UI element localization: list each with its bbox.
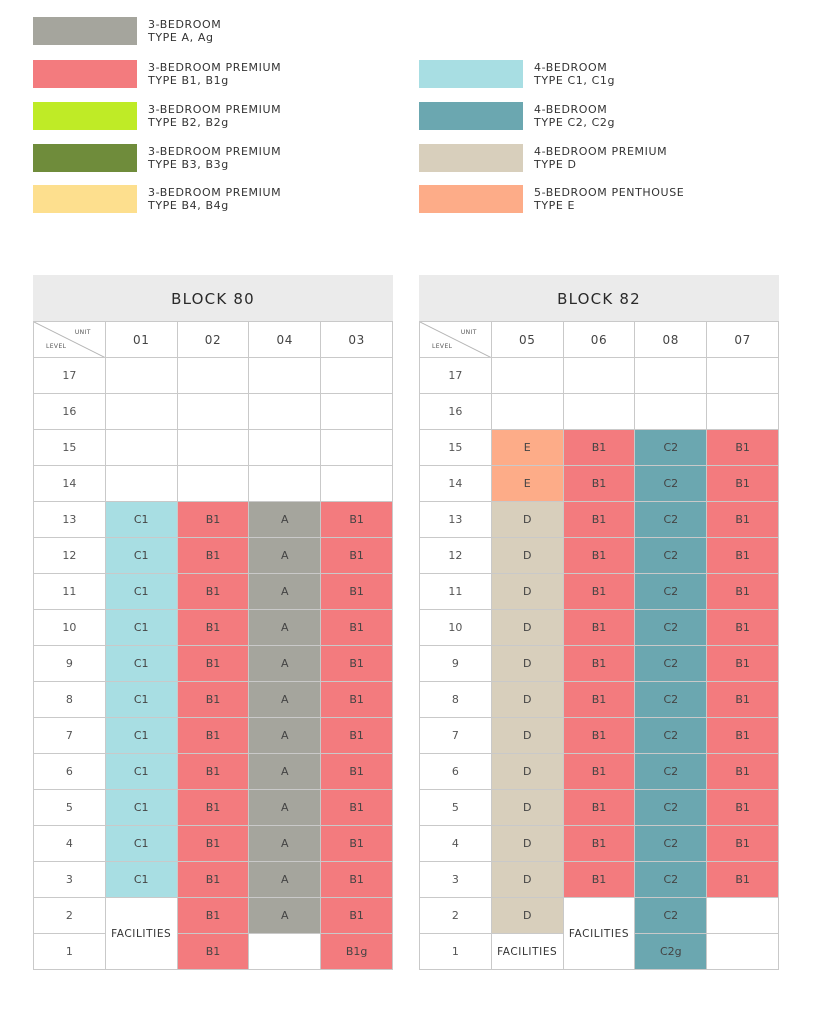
unit-type-cell: B1: [321, 754, 393, 790]
level-row: [420, 682, 779, 718]
facilities-cell: FACILITIES: [491, 934, 563, 970]
unit-type-cell: C2: [635, 790, 707, 826]
legend-label: [148, 145, 281, 171]
unit-type-cell: A: [249, 826, 321, 862]
unit-type-cell: B1: [177, 862, 249, 898]
unit-type-cell: B1: [177, 754, 249, 790]
level-row: [34, 502, 393, 538]
unit-column-header: 07: [707, 322, 779, 358]
unit-type-cell: B1: [707, 574, 779, 610]
unit-type-cell: B1: [707, 754, 779, 790]
unit-table: [33, 321, 393, 970]
unit-type-cell: C1: [105, 862, 177, 898]
empty-unit-cell: [635, 394, 707, 430]
unit-type-cell: E: [491, 466, 563, 502]
empty-unit-cell: [321, 358, 393, 394]
legend-swatch: [419, 144, 523, 172]
unit-type-cell: B1: [321, 502, 393, 538]
level-number: 16: [34, 394, 106, 430]
legend-subtitle: TYPE B4, B4g: [148, 199, 229, 212]
level-number: 10: [420, 610, 492, 646]
unit-type-cell: B1: [321, 682, 393, 718]
legend-title: 3-BEDROOM PREMIUM: [148, 103, 282, 116]
level-number: 6: [34, 754, 106, 790]
unit-type-cell: A: [249, 610, 321, 646]
level-number: 3: [420, 862, 492, 898]
unit-type-cell: B1: [563, 502, 635, 538]
unit-type-cell: C2g: [635, 934, 707, 970]
unit-type-cell: D: [491, 682, 563, 718]
unit-type-cell: C2: [635, 538, 707, 574]
unit-type-cell: A: [249, 754, 321, 790]
unit-type-cell: A: [249, 574, 321, 610]
level-row: [34, 934, 393, 970]
unit-type-cell: C2: [635, 754, 707, 790]
unit-type-cell: B1: [707, 862, 779, 898]
legend-title: 4-BEDROOM PREMIUM: [534, 145, 668, 158]
level-row: [34, 826, 393, 862]
unit-type-cell: B1: [321, 718, 393, 754]
legend-swatch: [33, 17, 137, 45]
facilities-cell: FACILITIES: [563, 898, 635, 970]
level-row: [420, 826, 779, 862]
level-row: [34, 862, 393, 898]
empty-unit-cell: [177, 466, 249, 502]
level-number: 2: [34, 898, 106, 934]
legend-title: 3-BEDROOM: [148, 18, 222, 31]
empty-unit-cell: [321, 394, 393, 430]
level-number: 4: [34, 826, 106, 862]
empty-unit-cell: [563, 394, 635, 430]
level-number: 3: [34, 862, 106, 898]
legend-swatch: [33, 144, 137, 172]
empty-unit-cell: [105, 466, 177, 502]
unit-type-cell: B1: [321, 826, 393, 862]
empty-unit-cell: [249, 394, 321, 430]
level-row: [34, 430, 393, 466]
empty-unit-cell: [563, 358, 635, 394]
level-number: 9: [420, 646, 492, 682]
facilities-cell: FACILITIES: [105, 898, 177, 970]
block-0-panel: [33, 275, 393, 970]
unit-type-cell: C2: [635, 610, 707, 646]
unit-column-header: 02: [177, 322, 249, 358]
level-row: [420, 646, 779, 682]
empty-unit-cell: [249, 934, 321, 970]
diagonal-divider: [420, 322, 491, 358]
unit-type-cell: B1g: [321, 934, 393, 970]
unit-type-cell: B1: [321, 610, 393, 646]
level-number: 11: [420, 574, 492, 610]
unit-type-cell: C2: [635, 862, 707, 898]
unit-column-header: 01: [105, 322, 177, 358]
unit-type-cell: B1: [707, 502, 779, 538]
empty-unit-cell: [249, 430, 321, 466]
level-number: 11: [34, 574, 106, 610]
corner-level-label: LEVEL: [46, 343, 67, 350]
empty-unit-cell: [249, 466, 321, 502]
level-number: 14: [34, 466, 106, 502]
level-number: 6: [420, 754, 492, 790]
unit-type-cell: C2: [635, 826, 707, 862]
unit-type-cell: B1: [177, 610, 249, 646]
unit-type-cell: A: [249, 538, 321, 574]
level-row: [420, 718, 779, 754]
unit-type-cell: D: [491, 898, 563, 934]
legend-title: 3-BEDROOM PREMIUM: [148, 186, 282, 199]
corner-level-label: LEVEL: [432, 343, 453, 350]
legend-subtitle: TYPE A, Ag: [148, 31, 214, 44]
unit-type-cell: B1: [707, 538, 779, 574]
level-row: [34, 646, 393, 682]
empty-unit-cell: [105, 430, 177, 466]
unit-type-cell: D: [491, 826, 563, 862]
level-number: 13: [34, 502, 106, 538]
unit-type-cell: C1: [105, 610, 177, 646]
unit-type-cell: C2: [635, 682, 707, 718]
legend-label: [534, 61, 615, 87]
unit-type-cell: B1: [563, 538, 635, 574]
corner-cell: [420, 322, 492, 358]
unit-type-cell: D: [491, 754, 563, 790]
level-row: [420, 610, 779, 646]
legend-swatch: [33, 185, 137, 213]
unit-type-cell: B1: [563, 574, 635, 610]
unit-type-cell: B1: [707, 430, 779, 466]
legend-title: 4-BEDROOM: [534, 61, 608, 74]
level-row: [420, 898, 779, 934]
unit-type-cell: C1: [105, 826, 177, 862]
empty-unit-cell: [707, 358, 779, 394]
unit-type-cell: B1: [177, 646, 249, 682]
level-number: 5: [420, 790, 492, 826]
level-row: [34, 718, 393, 754]
unit-type-cell: B1: [707, 790, 779, 826]
header-row: [420, 322, 779, 358]
legend-title: 3-BEDROOM PREMIUM: [148, 145, 282, 158]
unit-type-cell: B1: [177, 898, 249, 934]
level-row: [420, 394, 779, 430]
unit-type-cell: D: [491, 538, 563, 574]
unit-type-cell: C2: [635, 646, 707, 682]
unit-type-cell: D: [491, 502, 563, 538]
level-row: [34, 610, 393, 646]
unit-type-cell: B1: [321, 538, 393, 574]
unit-type-cell: C1: [105, 646, 177, 682]
unit-type-cell: D: [491, 790, 563, 826]
corner-unit-label: UNIT: [74, 329, 91, 336]
unit-type-cell: C2: [635, 502, 707, 538]
unit-type-cell: C2: [635, 574, 707, 610]
unit-type-cell: C1: [105, 502, 177, 538]
level-number: 17: [34, 358, 106, 394]
level-row: [34, 682, 393, 718]
legend-swatch: [33, 102, 137, 130]
level-number: 12: [420, 538, 492, 574]
empty-unit-cell: [177, 430, 249, 466]
diagonal-divider: [34, 322, 105, 358]
unit-type-cell: B1: [563, 754, 635, 790]
corner-unit-label: UNIT: [460, 329, 477, 336]
unit-type-cell: B1: [563, 466, 635, 502]
unit-type-cell: A: [249, 718, 321, 754]
empty-unit-cell: [491, 358, 563, 394]
level-row: [34, 394, 393, 430]
unit-type-cell: B1: [707, 826, 779, 862]
legend-subtitle: TYPE E: [534, 199, 576, 212]
unit-type-cell: C1: [105, 718, 177, 754]
legend-label: [534, 145, 667, 171]
unit-type-cell: B1: [177, 682, 249, 718]
level-number: 12: [34, 538, 106, 574]
unit-type-cell: B1: [563, 430, 635, 466]
unit-type-cell: C2: [635, 430, 707, 466]
unit-type-cell: D: [491, 862, 563, 898]
level-row: [34, 358, 393, 394]
unit-type-cell: C2: [635, 718, 707, 754]
legend-label: [148, 103, 281, 129]
unit-type-cell: B1: [707, 646, 779, 682]
level-number: 10: [34, 610, 106, 646]
level-number: 4: [420, 826, 492, 862]
unit-type-cell: A: [249, 646, 321, 682]
empty-unit-cell: [177, 394, 249, 430]
level-number: 15: [34, 430, 106, 466]
legend-title: 3-BEDROOM PREMIUM: [148, 61, 282, 74]
unit-column-header: 04: [249, 322, 321, 358]
level-row: [420, 790, 779, 826]
unit-type-cell: B1: [707, 682, 779, 718]
level-row: [34, 574, 393, 610]
level-number: 17: [420, 358, 492, 394]
level-row: [420, 358, 779, 394]
unit-type-cell: D: [491, 610, 563, 646]
unit-type-cell: A: [249, 898, 321, 934]
unit-type-cell: E: [491, 430, 563, 466]
legend-subtitle: TYPE B2, B2g: [148, 116, 229, 129]
unit-type-cell: B1: [177, 718, 249, 754]
level-number: 8: [420, 682, 492, 718]
legend-label: [534, 186, 684, 212]
legend-swatch: [419, 60, 523, 88]
unit-type-cell: B1: [563, 646, 635, 682]
unit-column-header: 08: [635, 322, 707, 358]
unit-type-cell: B1: [321, 574, 393, 610]
unit-type-cell: C1: [105, 754, 177, 790]
level-number: 7: [420, 718, 492, 754]
unit-type-cell: B1: [563, 790, 635, 826]
level-number: 2: [420, 898, 492, 934]
level-number: 8: [34, 682, 106, 718]
level-row: [420, 502, 779, 538]
legend-swatch: [419, 185, 523, 213]
level-row: [34, 898, 393, 934]
legend-subtitle: TYPE D: [534, 158, 577, 171]
unit-type-cell: B1: [563, 718, 635, 754]
block-title: BLOCK 82: [419, 275, 779, 321]
empty-unit-cell: [707, 898, 779, 934]
unit-type-cell: C1: [105, 682, 177, 718]
unit-type-cell: A: [249, 790, 321, 826]
block-1-panel: [419, 275, 779, 970]
legend-title: 4-BEDROOM: [534, 103, 608, 116]
legend-label: [148, 186, 281, 212]
level-row: [420, 466, 779, 502]
level-row: [420, 862, 779, 898]
unit-type-cell: C1: [105, 574, 177, 610]
empty-unit-cell: [321, 430, 393, 466]
legend-swatch: [419, 102, 523, 130]
unit-type-cell: B1: [321, 862, 393, 898]
unit-type-cell: A: [249, 862, 321, 898]
unit-type-cell: B1: [177, 574, 249, 610]
unit-type-cell: B1: [563, 862, 635, 898]
empty-unit-cell: [105, 394, 177, 430]
legend-label: [148, 61, 281, 87]
unit-type-cell: C1: [105, 790, 177, 826]
unit-type-cell: A: [249, 502, 321, 538]
level-number: 9: [34, 646, 106, 682]
level-number: 7: [34, 718, 106, 754]
unit-type-cell: B1: [563, 682, 635, 718]
unit-type-cell: B1: [177, 826, 249, 862]
unit-type-cell: B1: [177, 790, 249, 826]
level-number: 14: [420, 466, 492, 502]
level-row: [34, 466, 393, 502]
level-row: [420, 574, 779, 610]
empty-unit-cell: [105, 358, 177, 394]
unit-type-cell: B1: [563, 826, 635, 862]
level-number: 1: [420, 934, 492, 970]
empty-unit-cell: [321, 466, 393, 502]
level-number: 15: [420, 430, 492, 466]
unit-type-cell: D: [491, 574, 563, 610]
empty-unit-cell: [707, 934, 779, 970]
empty-unit-cell: [177, 358, 249, 394]
unit-type-cell: B1: [177, 538, 249, 574]
level-row: [420, 430, 779, 466]
corner-cell: [34, 322, 106, 358]
unit-column-header: 03: [321, 322, 393, 358]
level-row: [34, 754, 393, 790]
unit-type-cell: B1: [707, 610, 779, 646]
unit-table: [419, 321, 779, 970]
level-row: [34, 538, 393, 574]
empty-unit-cell: [707, 394, 779, 430]
unit-type-cell: B1: [177, 502, 249, 538]
unit-type-cell: B1: [563, 610, 635, 646]
unit-column-header: 06: [563, 322, 635, 358]
unit-type-cell: D: [491, 646, 563, 682]
empty-unit-cell: [491, 394, 563, 430]
header-row: [34, 322, 393, 358]
legend-subtitle: TYPE B1, B1g: [148, 74, 229, 87]
legend-title: 5-BEDROOM PENTHOUSE: [534, 186, 685, 199]
level-row: [420, 754, 779, 790]
unit-type-cell: B1: [177, 934, 249, 970]
level-number: 16: [420, 394, 492, 430]
legend-subtitle: TYPE C2, C2g: [534, 116, 616, 129]
unit-column-header: 05: [491, 322, 563, 358]
unit-type-cell: C2: [635, 466, 707, 502]
legend-subtitle: TYPE B3, B3g: [148, 158, 229, 171]
level-number: 13: [420, 502, 492, 538]
unit-type-cell: B1: [321, 790, 393, 826]
level-row: [420, 538, 779, 574]
legend-label: [534, 103, 615, 129]
legend-label: [148, 18, 221, 44]
block-title: BLOCK 80: [33, 275, 393, 321]
unit-type-cell: B1: [707, 718, 779, 754]
unit-type-cell: B1: [321, 646, 393, 682]
legend-swatch: [33, 60, 137, 88]
unit-type-cell: C1: [105, 538, 177, 574]
unit-type-cell: B1: [321, 898, 393, 934]
empty-unit-cell: [635, 358, 707, 394]
level-number: 1: [34, 934, 106, 970]
level-number: 5: [34, 790, 106, 826]
level-row: [34, 790, 393, 826]
unit-type-cell: A: [249, 682, 321, 718]
unit-type-cell: C2: [635, 898, 707, 934]
empty-unit-cell: [249, 358, 321, 394]
unit-type-cell: B1: [707, 466, 779, 502]
legend-subtitle: TYPE C1, C1g: [534, 74, 616, 87]
unit-type-cell: D: [491, 718, 563, 754]
